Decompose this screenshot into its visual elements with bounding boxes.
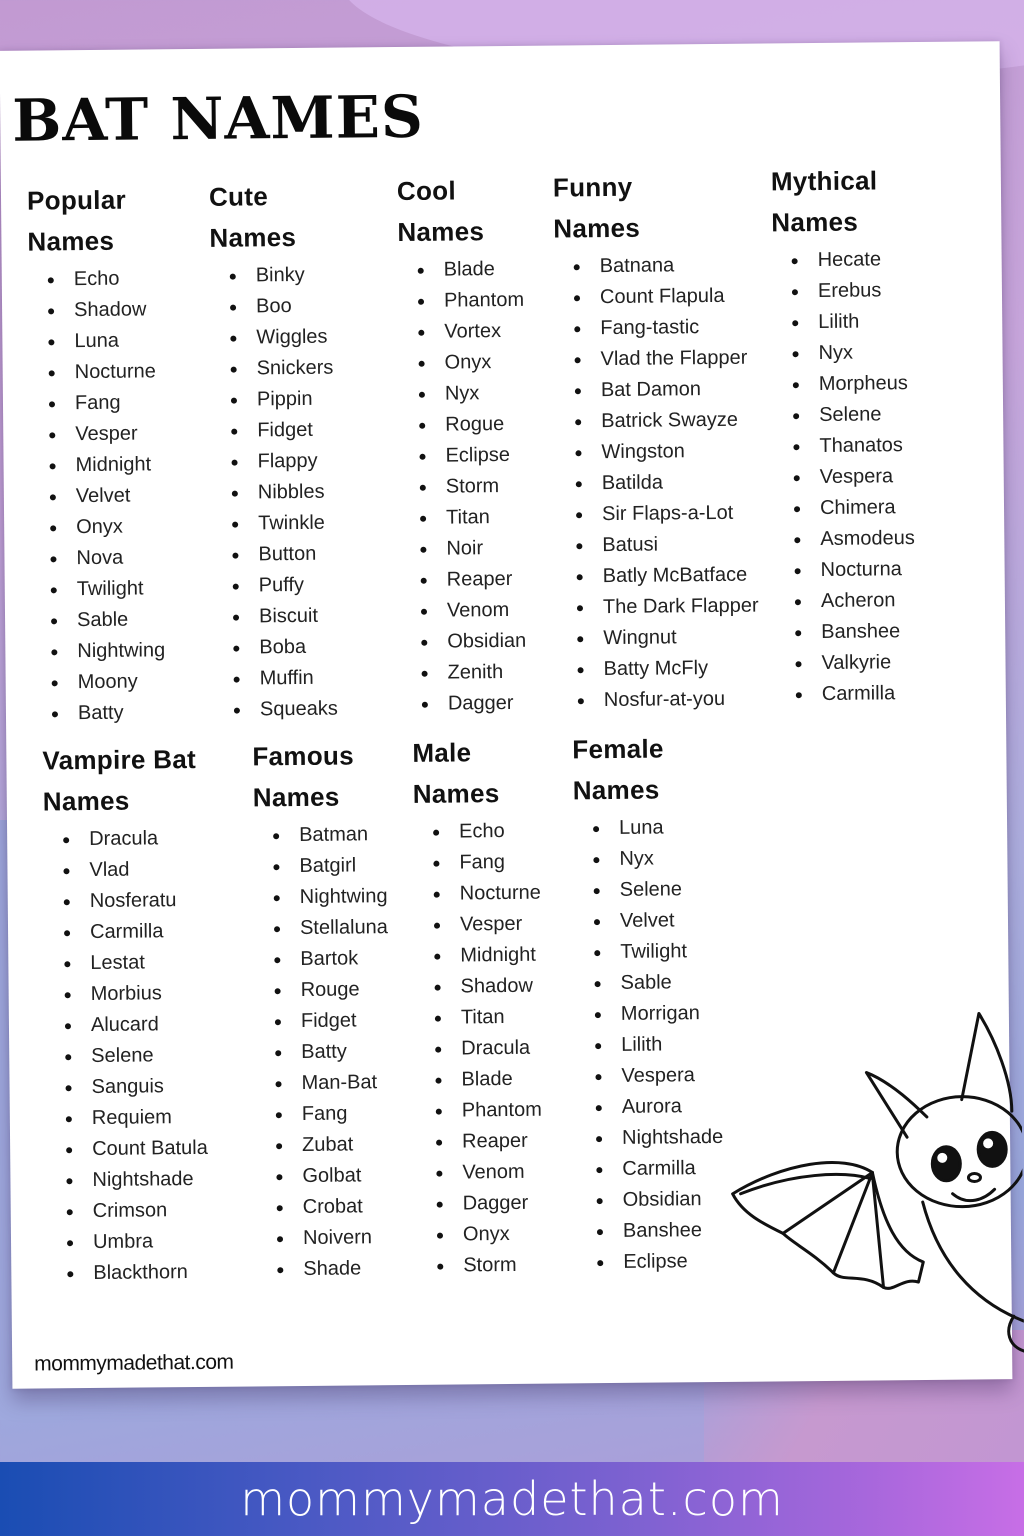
heading-line-1: Cute: [208, 181, 269, 212]
column-funny: [553, 166, 760, 717]
list-item: Selene: [91, 1040, 207, 1072]
list-item: Phantom: [462, 1095, 543, 1127]
list-item: Fang: [459, 847, 540, 879]
list-item: Obsidian: [447, 626, 527, 658]
list-item: Nibbles: [258, 477, 336, 509]
list-item: Storm: [463, 1250, 544, 1282]
list-item: Boo: [256, 291, 334, 323]
list-item: Bartok: [300, 943, 388, 975]
list-item: Nocturne: [460, 878, 541, 910]
column-male: [412, 732, 544, 1282]
list-item: Batman: [299, 819, 387, 851]
list-item: Button: [258, 539, 336, 571]
list-item: Selene: [620, 874, 721, 906]
list-item: Dracula: [461, 1033, 542, 1065]
list-item: Nosferatu: [90, 885, 206, 917]
list-item: Velvet: [76, 480, 164, 512]
list-item: Acheron: [821, 585, 916, 617]
list-item: Zubat: [302, 1129, 390, 1161]
list-item: Crobat: [303, 1191, 391, 1223]
list-item: Dagger: [448, 688, 528, 720]
list-item: Shade: [303, 1253, 391, 1285]
heading-line-1: Mythical: [770, 165, 878, 197]
list-item: Flappy: [257, 446, 335, 478]
list-item: Nyx: [818, 337, 913, 369]
list-item: Echo: [459, 816, 540, 848]
list-item: Stellaluna: [300, 912, 388, 944]
list-item: Fang: [75, 387, 163, 419]
list-item: Blade: [461, 1064, 542, 1096]
name-list: [573, 812, 725, 1278]
list-item: Nyx: [445, 378, 525, 410]
list-item: Venom: [462, 1157, 543, 1189]
list-item: Batrick Swayze: [601, 405, 757, 437]
list-item: Morpheus: [819, 368, 914, 400]
list-item: Luna: [74, 325, 162, 357]
list-item: Nocturne: [75, 356, 163, 388]
list-item: Venom: [447, 595, 527, 627]
list-item: Pippin: [257, 384, 335, 416]
column-popular: [27, 179, 166, 729]
list-item: Chimera: [820, 492, 915, 524]
list-item: Velvet: [620, 905, 721, 937]
heading-line-1: Vampire Bat: [42, 743, 197, 776]
column-heading: [252, 735, 387, 818]
list-item: Zenith: [447, 657, 527, 689]
list-item: Morbius: [91, 978, 207, 1010]
list-item: Thanatos: [819, 430, 914, 462]
list-item: Twinkle: [258, 508, 336, 540]
list-item: Nocturna: [820, 554, 915, 586]
footer-banner: [0, 1462, 1024, 1536]
list-item: Onyx: [76, 511, 164, 543]
list-item: Dagger: [463, 1188, 544, 1220]
list-item: Alucard: [91, 1009, 207, 1041]
list-item: Batnana: [600, 250, 756, 282]
list-item: Snickers: [257, 353, 335, 385]
heading-line-2: Names: [412, 778, 500, 809]
list-item: The Dark Flapper: [603, 591, 759, 623]
list-item: Boba: [259, 632, 337, 664]
column-heading: [412, 732, 540, 815]
column-heading: [209, 176, 334, 259]
list-item: Fidget: [257, 415, 335, 447]
list-item: Sable: [77, 604, 165, 636]
list-item: Vesper: [460, 909, 541, 941]
heading-line-1: Famous: [252, 740, 355, 772]
list-item: Batusi: [602, 529, 758, 561]
list-item: Moony: [78, 666, 166, 698]
list-item: Selene: [819, 399, 914, 431]
list-item: Vespera: [820, 461, 915, 493]
list-item: Crimson: [93, 1195, 209, 1227]
list-item: Count Flapula: [600, 281, 756, 313]
list-item: Batty: [301, 1036, 389, 1068]
heading-line-1: Female: [572, 733, 664, 765]
watermark: mommymadethat.com: [34, 1350, 234, 1376]
column-cute: [209, 176, 338, 726]
list-item: Puffy: [259, 570, 337, 602]
list-item: Vespera: [621, 1060, 722, 1092]
heading-line-2: Names: [42, 785, 130, 817]
name-list: [253, 819, 391, 1285]
name-list: [210, 260, 338, 726]
list-item: Vlad: [89, 854, 205, 886]
column-mythical: [771, 160, 917, 710]
name-list: [43, 823, 209, 1290]
list-item: Batty: [78, 697, 166, 729]
list-item: Man-Bat: [301, 1067, 389, 1099]
list-item: Valkyrie: [821, 647, 916, 679]
list-item: Sir Flaps-a-Lot: [602, 498, 758, 530]
list-item: Onyx: [463, 1219, 544, 1251]
heading-line-2: Names: [397, 216, 485, 248]
list-item: Midnight: [75, 449, 163, 481]
list-item: Storm: [446, 471, 526, 503]
heading-line-1: Cool: [396, 175, 457, 207]
list-item: Twilight: [620, 936, 721, 968]
heading-line-2: Names: [771, 206, 859, 238]
list-item: Phantom: [444, 285, 524, 317]
list-item: Squeaks: [260, 694, 338, 726]
name-list: [413, 816, 545, 1282]
list-item: Nyx: [619, 843, 720, 875]
list-item: Eclipse: [623, 1246, 724, 1278]
list-item: Nightwing: [300, 881, 388, 913]
list-item: Vesper: [75, 418, 163, 450]
list-item: Fang-tastic: [600, 312, 756, 344]
bat-illustration-icon: [721, 1001, 1024, 1364]
list-item: Dracula: [89, 823, 205, 855]
list-item: Reaper: [462, 1126, 543, 1158]
column-female: [572, 728, 724, 1278]
list-item: Blade: [444, 254, 524, 286]
heading-line-1: Male: [412, 737, 472, 768]
list-item: Fang: [302, 1098, 390, 1130]
column-famous: [252, 735, 391, 1285]
column-heading: [771, 160, 912, 243]
heading-line-2: Names: [553, 212, 641, 244]
heading-line-1: Popular: [26, 184, 127, 216]
list-item: Umbra: [93, 1226, 209, 1258]
heading-line-2: Names: [209, 221, 297, 253]
list-item: Biscuit: [259, 601, 337, 633]
list-item: Nova: [76, 542, 164, 574]
list-item: Batgirl: [299, 850, 387, 882]
list-item: Bat Damon: [601, 374, 757, 406]
name-list: [772, 244, 917, 710]
column-cool: [397, 170, 528, 720]
list-item: Onyx: [444, 347, 524, 379]
list-item: Wingston: [601, 436, 757, 468]
name-list: [554, 250, 760, 717]
list-item: Wingnut: [603, 622, 759, 654]
list-item: Reaper: [447, 564, 527, 596]
list-item: Carmilla: [622, 1153, 723, 1185]
list-item: Nightshade: [92, 1164, 208, 1196]
list-item: Golbat: [302, 1160, 390, 1192]
list-item: Requiem: [92, 1102, 208, 1134]
list-item: Midnight: [460, 940, 541, 972]
printable-sheet: [0, 41, 1012, 1389]
column-heading: [553, 166, 755, 250]
list-item: Morrigan: [621, 998, 722, 1030]
list-item: Banshee: [623, 1215, 724, 1247]
list-item: Shadow: [74, 294, 162, 326]
list-item: Lestat: [90, 947, 206, 979]
list-item: Wiggles: [256, 322, 334, 354]
list-item: Banshee: [821, 616, 916, 648]
list-item: Blackthorn: [93, 1257, 209, 1289]
footer-site-link[interactable]: mommymadethat.com: [240, 1472, 784, 1526]
list-item: Sanguis: [91, 1071, 207, 1103]
list-item: Rogue: [445, 409, 525, 441]
heading-line-2: Names: [252, 781, 340, 813]
name-list: [28, 263, 166, 729]
list-item: Fidget: [301, 1005, 389, 1037]
list-item: Rouge: [300, 974, 388, 1006]
list-item: Carmilla: [822, 678, 917, 710]
list-item: Noivern: [303, 1222, 391, 1254]
list-item: Nightshade: [622, 1122, 723, 1154]
list-item: Aurora: [622, 1091, 723, 1123]
name-list: [398, 254, 529, 720]
list-item: Muffin: [259, 663, 337, 695]
column-heading: [397, 170, 524, 253]
list-item: Vortex: [444, 316, 524, 348]
list-item: Batilda: [602, 467, 758, 499]
list-item: Titan: [446, 502, 526, 534]
list-item: Carmilla: [90, 916, 206, 948]
column-heading: [572, 728, 720, 811]
column-heading: [27, 179, 162, 262]
heading-line-2: Names: [27, 225, 115, 257]
list-item: Asmodeus: [820, 523, 915, 555]
list-item: Nosfur-at-you: [604, 684, 760, 716]
list-item: Batty McFly: [603, 653, 759, 685]
list-item: Obsidian: [623, 1184, 724, 1216]
list-item: Shadow: [460, 971, 541, 1003]
list-item: Nightwing: [77, 635, 165, 667]
list-item: Lilith: [818, 306, 913, 338]
column-vampire-bat: [42, 739, 209, 1290]
page-title: BAT NAMES: [11, 82, 425, 155]
list-item: Sable: [620, 967, 721, 999]
list-item: Count Batula: [92, 1133, 208, 1165]
heading-line-2: Names: [572, 774, 660, 806]
list-item: Batly McBatface: [603, 560, 759, 592]
heading-line-1: Funny: [552, 171, 633, 203]
list-item: Erebus: [818, 275, 913, 307]
list-item: Hecate: [818, 244, 913, 276]
list-item: Eclipse: [445, 440, 525, 472]
list-item: Binky: [256, 260, 334, 292]
column-heading: [42, 739, 204, 823]
list-item: Vlad the Flapper: [600, 343, 756, 375]
list-item: Luna: [619, 812, 720, 844]
list-item: Titan: [461, 1002, 542, 1034]
list-item: Noir: [446, 533, 526, 565]
list-item: Lilith: [621, 1029, 722, 1061]
list-item: Twilight: [77, 573, 165, 605]
list-item: Echo: [74, 263, 162, 295]
